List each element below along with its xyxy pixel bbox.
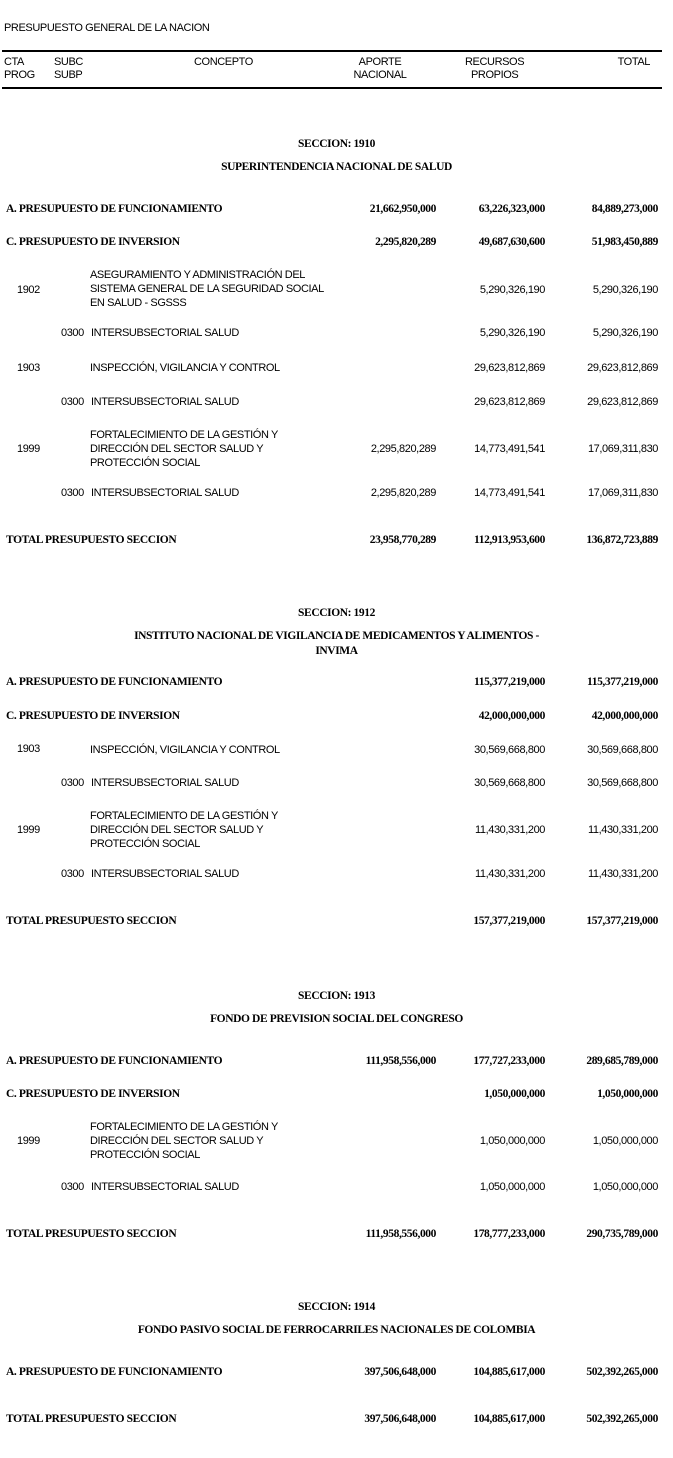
total-value: 502,392,265,000 [586, 1413, 658, 1425]
subprogram-code: 0300 [61, 487, 84, 499]
inversion-label: C. PRESUPUESTO DE INVERSION [6, 1088, 180, 1100]
col-concepto: CONCEPTO [194, 56, 253, 68]
program-code: 1999 [17, 824, 40, 836]
recursos-value: 11,430,331,200 [474, 824, 545, 836]
recursos-value: 63,226,323,000 [478, 203, 545, 215]
section-total-label: TOTAL PRESUPUESTO SECCION [6, 1413, 177, 1425]
total-value: 502,392,265,000 [586, 1366, 658, 1378]
subprogram-code: 0300 [61, 1181, 84, 1193]
program-concepto: INSPECCIÓN, VIGILANCIA Y CONTROL [90, 744, 280, 756]
recursos-value: 29,623,812,869 [474, 396, 545, 408]
aporte-value: 111,958,556,000 [365, 1228, 436, 1240]
funcionamiento-label: A. PRESUPUESTO DE FUNCIONAMIENTO [6, 1366, 223, 1378]
total-value: 136,872,723,889 [586, 534, 658, 546]
recursos-value: 104,885,617,000 [473, 1366, 545, 1378]
section-entity: FONDO DE PREVISION SOCIAL DEL CONGRESO [210, 1013, 463, 1025]
total-value: 42,000,000,000 [591, 710, 658, 722]
program-code: 1903 [17, 743, 40, 755]
funcionamiento-label: A. PRESUPUESTO DE FUNCIONAMIENTO [6, 676, 223, 688]
recursos-value: 42,000,000,000 [478, 710, 545, 722]
total-value: 30,569,668,800 [587, 744, 658, 756]
recursos-value: 1,050,000,000 [479, 1181, 545, 1193]
total-value: 11,430,331,200 [587, 824, 658, 836]
section-total-label: TOTAL PRESUPUESTO SECCION [6, 534, 177, 546]
recursos-value: 104,885,617,000 [473, 1413, 545, 1425]
total-value: 1,050,000,000 [592, 1135, 658, 1147]
recursos-value: 29,623,812,869 [474, 362, 545, 374]
program-concepto: ASEGURAMIENTO Y ADMINISTRACIÓN DEL SISTEMA GENERAL DE LA SEGURIDAD SOCIAL EN SALUD - SGSSS [90, 269, 324, 309]
total-value: 157,377,219,000 [586, 915, 658, 927]
header-top-rule [2, 50, 662, 52]
recursos-value: 49,687,630,600 [478, 236, 545, 248]
section-entity: FONDO PASIVO SOCIAL DE FERROCARRILES NACIONALES DE COLOMBIA [137, 1324, 536, 1336]
section-entity: SUPERINTENDENCIA NACIONAL DE SALUD [221, 161, 452, 173]
subprogram-concepto: INTERSUBSECTORIAL SALUD [91, 396, 239, 408]
recursos-value: 5,290,326,190 [479, 284, 545, 296]
header-bottom-rule [2, 87, 662, 89]
recursos-value: 177,727,233,000 [473, 1055, 545, 1067]
recursos-value: 178,777,233,000 [473, 1228, 545, 1240]
program-concepto: FORTALECIMIENTO DE LA GESTIÓN Y DIRECCIÓN DEL SECTOR SALUD Y PROTECCIÓN SOCIAL [90, 429, 278, 469]
col-prog: PROG [4, 69, 35, 81]
subprogram-code: 0300 [61, 396, 84, 408]
aporte-value: 21,662,950,000 [369, 203, 436, 215]
recursos-value: 1,050,000,000 [479, 1135, 545, 1147]
aporte-value: 2,295,820,289 [370, 487, 436, 499]
total-value: 30,569,668,800 [587, 777, 658, 789]
funcionamiento-label: A. PRESUPUESTO DE FUNCIONAMIENTO [6, 1055, 223, 1067]
inversion-label: C. PRESUPUESTO DE INVERSION [6, 236, 180, 248]
funcionamiento-label: A. PRESUPUESTO DE FUNCIONAMIENTO [6, 203, 223, 215]
recursos-value: 5,290,326,190 [479, 327, 545, 339]
subprogram-code: 0300 [61, 868, 84, 880]
subprogram-concepto: INTERSUBSECTORIAL SALUD [91, 327, 239, 339]
program-code: 1903 [17, 362, 40, 374]
section-total-label: TOTAL PRESUPUESTO SECCION [6, 915, 177, 927]
total-value: 29,623,812,869 [587, 396, 658, 408]
recursos-value: 115,377,219,000 [474, 676, 545, 688]
aporte-value: 397,506,648,000 [364, 1366, 436, 1378]
subprogram-concepto: INTERSUBSECTORIAL SALUD [91, 777, 239, 789]
recursos-value: 30,569,668,800 [474, 777, 545, 789]
section-entity: INSTITUTO NACIONAL DE VIGILANCIA DE MEDICAMENTOS Y ALIMENTOS - [134, 630, 539, 642]
aporte-value: 397,506,648,000 [364, 1413, 436, 1425]
subprogram-code: 0300 [61, 327, 84, 339]
total-value: 11,430,331,200 [587, 868, 658, 880]
total-value: 17,069,311,830 [587, 487, 658, 499]
col-subc: SUBC [54, 56, 83, 68]
col-cta: CTA [4, 56, 24, 68]
section-number: SECCION: 1912 [298, 607, 375, 619]
total-value: 289,685,789,000 [586, 1055, 658, 1067]
col-total: TOTAL [617, 56, 650, 68]
recursos-value: 30,569,668,800 [474, 744, 545, 756]
col-aporte: APORTE [358, 56, 402, 68]
section-number: SECCION: 1914 [298, 1301, 375, 1313]
program-code: 1999 [17, 443, 40, 455]
total-value: 84,889,273,000 [591, 203, 658, 215]
total-value: 17,069,311,830 [587, 443, 658, 455]
total-value: 5,290,326,190 [592, 284, 658, 296]
subprogram-concepto: INTERSUBSECTORIAL SALUD [91, 868, 239, 880]
section-total-label: TOTAL PRESUPUESTO SECCION [6, 1228, 177, 1240]
total-value: 1,050,000,000 [592, 1181, 658, 1193]
col-recursos-2: PROPIOS [471, 69, 519, 81]
total-value: 115,377,219,000 [587, 676, 658, 688]
program-code: 1999 [17, 1135, 40, 1147]
aporte-value: 2,295,820,289 [375, 236, 436, 248]
aporte-value: 23,958,770,289 [369, 534, 436, 546]
recursos-value: 14,773,491,541 [474, 487, 545, 499]
section-number: SECCION: 1913 [298, 990, 375, 1002]
recursos-value: 14,773,491,541 [474, 443, 545, 455]
subprogram-concepto: INTERSUBSECTORIAL SALUD [91, 1181, 239, 1193]
total-value: 1,050,000,000 [597, 1088, 658, 1100]
section-entity-2: INVIMA [315, 645, 358, 657]
program-concepto: INSPECCIÓN, VIGILANCIA Y CONTROL [90, 362, 280, 374]
aporte-value: 2,295,820,289 [370, 443, 436, 455]
subprogram-concepto: INTERSUBSECTORIAL SALUD [91, 487, 239, 499]
col-subp: SUBP [54, 69, 83, 81]
program-code: 1902 [17, 284, 40, 296]
recursos-value: 157,377,219,000 [473, 915, 545, 927]
subprogram-code: 0300 [61, 777, 84, 789]
aporte-value: 111,958,556,000 [365, 1055, 436, 1067]
program-concepto: FORTALECIMIENTO DE LA GESTIÓN Y DIRECCIÓN DEL SECTOR SALUD Y PROTECCIÓN SOCIAL [90, 810, 278, 850]
page-title: PRESUPUESTO GENERAL DE LA NACION [4, 22, 210, 34]
total-value: 290,735,789,000 [586, 1228, 658, 1240]
recursos-value: 11,430,331,200 [474, 868, 545, 880]
total-value: 51,983,450,889 [591, 236, 658, 248]
recursos-value: 1,050,000,000 [484, 1088, 545, 1100]
col-aporte-2: NACIONAL [353, 69, 407, 81]
program-concepto: FORTALECIMIENTO DE LA GESTIÓN Y DIRECCIÓN DEL SECTOR SALUD Y PROTECCIÓN SOCIAL [90, 1121, 278, 1161]
section-number: SECCION: 1910 [298, 138, 375, 150]
col-recursos: RECURSOS [465, 56, 525, 68]
recursos-value: 112,913,953,600 [474, 534, 545, 546]
total-value: 5,290,326,190 [592, 327, 658, 339]
inversion-label: C. PRESUPUESTO DE INVERSION [6, 710, 180, 722]
total-value: 29,623,812,869 [587, 362, 658, 374]
